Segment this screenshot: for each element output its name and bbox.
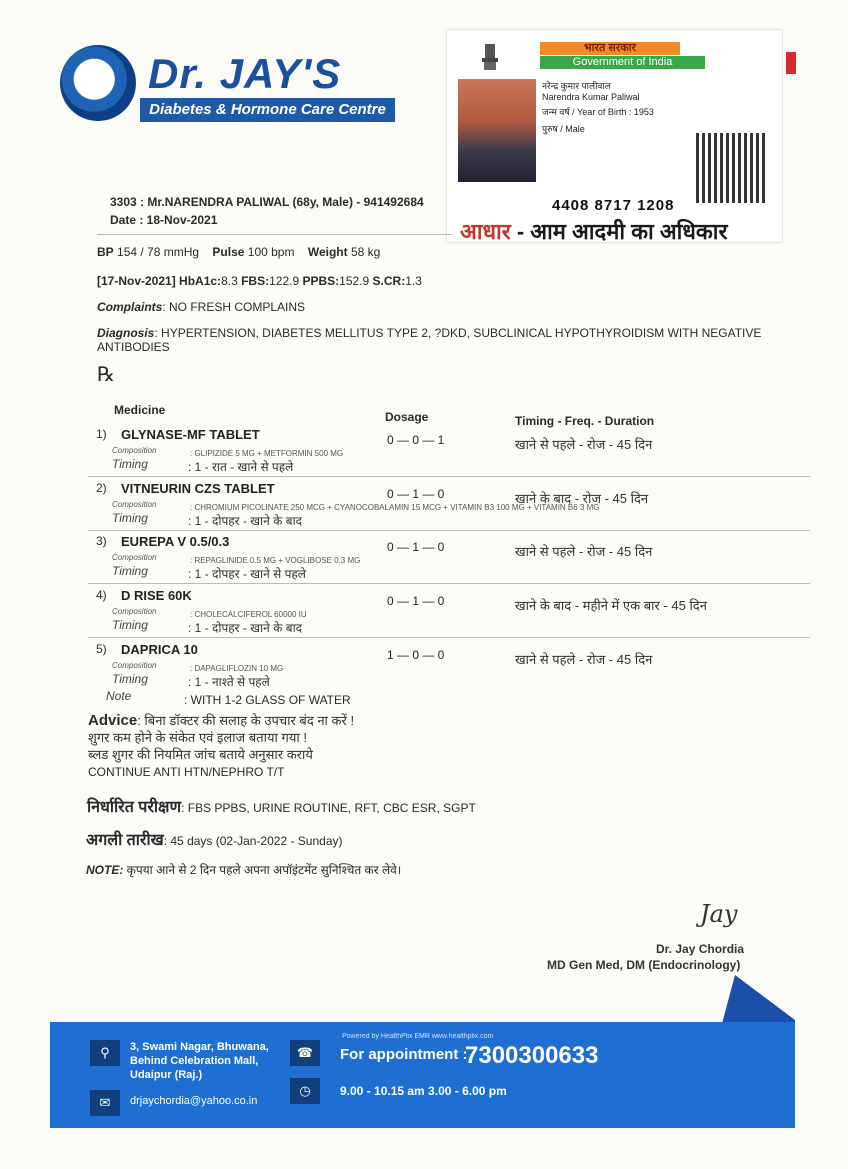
header-dosage: Dosage [385,410,429,424]
national-emblem-icon [476,42,504,74]
card-gender: पुरुष / Male [542,124,585,134]
complaints: Complaints: NO FRESH COMPLAINS [97,300,306,314]
frequency-duration: खाने के बाद - महीने में एक बार - 45 दिन [515,598,707,613]
composition-label: Composition [112,553,157,562]
dosage: 1 — 0 — 0 [387,648,445,662]
header-medicine: Medicine [114,403,166,417]
vitals: BP 154 / 78 mmHg Pulse 100 bpm Weight 58 kg [97,245,381,259]
note: NOTE: कृपया आने से 2 दिन पहले अपना अपॉइंटमेंट सुनिश्चित कर लेवे। [86,863,402,877]
rx-symbol: ℞ [97,362,115,386]
row-divider [88,583,810,584]
composition-value: : REPAGLINIDE 0.5 MG + VOGLIBOSE 0.3 MG [190,556,361,565]
composition-label: Composition [112,661,157,670]
doctor-degrees: MD Gen Med, DM (Endocrinology) [547,958,741,972]
gov-english: Government of India [540,56,705,69]
patient-line: 3303 : Mr.NARENDRA PALIWAL (68y, Male) - 941492684 [110,195,424,209]
timing-label: Timing [112,618,148,632]
lab-results: [17-Nov-2021] HbA1c:8.3 FBS:122.9 PPBS:152.9 S.CR:1.3 [97,274,422,288]
office-hours: 9.00 - 10.15 am 3.00 - 6.00 pm [340,1084,507,1098]
frequency-duration: खाने से पहले - रोज - 45 दिन [515,652,653,667]
clinic-tagline: Diabetes & Hormone Care Centre [140,98,395,122]
medicine-name: VITNEURIN CZS TABLET [121,481,275,496]
composition-value: : DAPAGLIFLOZIN 10 MG [190,664,284,673]
qr-code [696,133,766,203]
appointment-label: For appointment : [340,1046,468,1063]
mail-icon: ✉ [90,1090,120,1116]
tests: निर्धारित परीक्षण: FBS PPBS, URINE ROUTINE, RFT, CBC ESR, SGPT [87,799,476,816]
card-yob: जन्म वर्ष / Year of Birth : 1953 [542,107,654,117]
timing-value: : 1 - दोपहर - खाने से पहले [188,567,306,581]
composition-value: : GLIPIZIDE 5 MG + METFORMIN 500 MG [190,449,344,458]
clinic-name: Dr. JAY'S [148,50,342,97]
next-date: अगली तारीख: 45 days (02-Jan-2022 - Sunday) [86,832,343,849]
email-link[interactable]: drjaychordia@yahoo.co.in [130,1095,258,1107]
advice: Advice: बिना डॉक्टर की सलाह के उपचार बंद ना करें ! शुगर कम होने के संकेत एवं इलाज बताया गया ! ब्लड शुगर की नियमित जांच बताये अनुसार कराये CONTINUE ANTI HTN/NEPHRO T/T [88,712,355,779]
dosage: 0 — 1 — 0 [387,487,445,501]
location-icon: ⚲ [90,1040,120,1066]
note-label: Note [106,689,132,703]
card-name-english: Narendra Kumar Paliwal [542,92,640,102]
medicine-number: 4) [96,588,107,602]
phone-number[interactable]: 7300300633 [465,1042,599,1069]
divider [97,234,452,235]
timing-value: : 1 - रात - खाने से पहले [188,460,294,474]
medicine-name: GLYNASE-MF TABLET [121,427,260,442]
powered-by: Powered by HealthPlix EMR www.healthplix.com [342,1033,494,1040]
timing-label: Timing [112,564,148,578]
timing-label: Timing [112,457,148,471]
dosage: 0 — 0 — 1 [387,433,445,447]
timing-label: Timing [112,672,148,686]
clinic-logo-icon [60,45,136,121]
medicine-number: 1) [96,427,107,441]
signature: Jay [700,900,738,928]
header-timing: Timing - Freq. - Duration [515,414,655,428]
gov-hindi: भारत सरकार [540,42,680,55]
aadhaar-photo [458,79,536,182]
timing-value: : 1 - दोपहर - खाने के बाद [188,514,303,528]
medicine-number: 2) [96,481,107,495]
frequency-duration: खाने से पहले - रोज - 45 दिन [515,544,653,559]
composition-value: : CHOLECALCIFEROL 60000 IU [190,610,307,619]
medicine-name: DAPRICA 10 [121,642,198,657]
composition-value: : CHROMIUM PICOLINATE 250 MCG + CYANOCOBALAMIN 15 MCG + VITAMIN B3 100 MG + VITAMIN B6 3 MG [190,503,600,512]
row-divider [88,637,810,638]
frequency-duration: खाने के बाद - रोज - 45 दिन [515,491,649,506]
diagnosis: Diagnosis: HYPERTENSION, DIABETES MELLITUS TYPE 2, ?DKD, SUBCLINICAL HYPOTHYROIDISM WITH NEGATIVE ANTIBODIES [97,326,762,354]
aadhaar-slogan: आधार - आम आदमी का अधिकार [460,219,728,244]
medicine-number: 5) [96,642,107,656]
row-divider [88,530,810,531]
medicine-name: EUREPA V 0.5/0.3 [121,534,230,549]
composition-label: Composition [112,500,157,509]
doctor-name: Dr. Jay Chordia [656,942,745,956]
aadhaar-number: 4408 8717 1208 [552,197,675,214]
timing-label: Timing [112,511,148,525]
note-value: : WITH 1-2 GLASS OF WATER [184,693,351,707]
composition-label: Composition [112,446,157,455]
timing-value: : 1 - नाश्ते से पहले [188,675,270,689]
composition-label: Composition [112,607,157,616]
phone-icon: ☎ [290,1040,320,1066]
dosage: 0 — 1 — 0 [387,594,445,608]
visit-date: Date : 18-Nov-2021 [110,213,218,227]
frequency-duration: खाने से पहले - रोज - 45 दिन [515,437,653,452]
card-name-hindi: नरेन्द्र कुमार पालीवाल [542,81,611,91]
medicine-number: 3) [96,534,107,548]
medicine-name: D RISE 60K [121,588,192,603]
row-divider [88,476,810,477]
timing-value: : 1 - दोपहर - खाने के बाद [188,621,303,635]
clock-icon: ◷ [290,1078,320,1104]
header-fragment [786,52,796,74]
address: 3, Swami Nagar, Bhuwana, Behind Celebration Mall, Udaipur (Raj.) [130,1041,269,1081]
dosage: 0 — 1 — 0 [387,540,445,554]
